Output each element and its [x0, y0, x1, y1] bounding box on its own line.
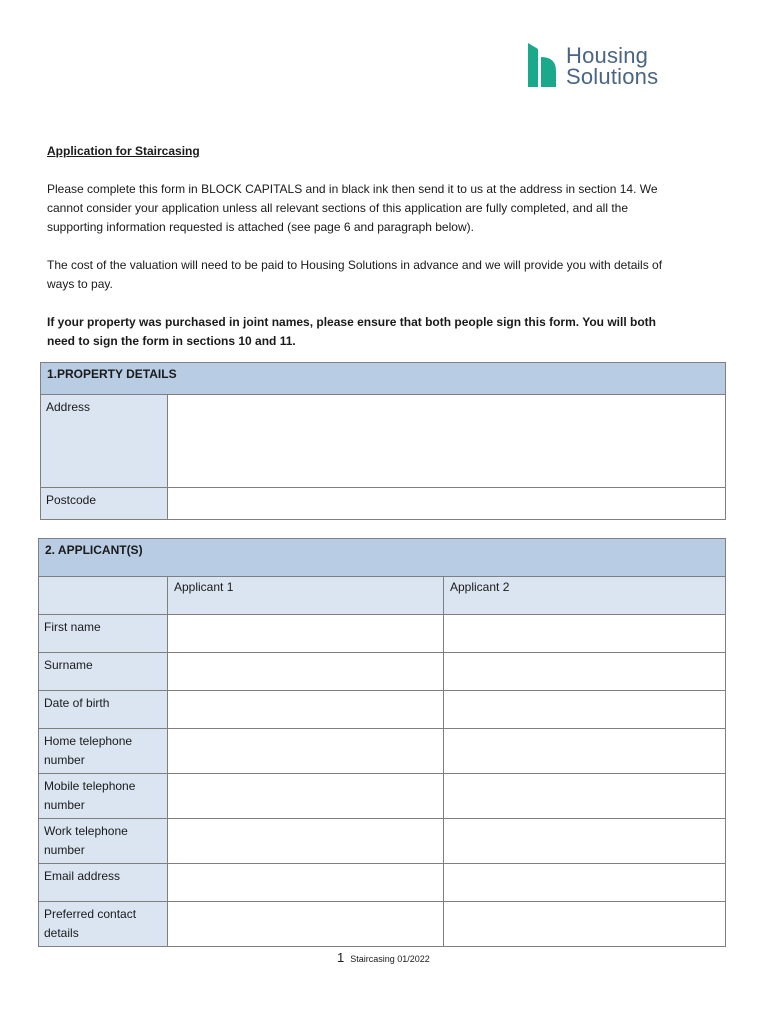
- applicant-1-header: Applicant 1: [168, 577, 444, 615]
- brand-name-line1: Housing: [566, 43, 649, 68]
- applicant-1-surname-field[interactable]: [168, 653, 444, 691]
- brand-name: [566, 45, 658, 87]
- document-reference: Staircasing 01/2022: [350, 954, 430, 964]
- postcode-label: Postcode: [41, 488, 168, 520]
- work-telephone-label: Work telephone number: [39, 819, 168, 864]
- applicant-1-home-telephone-field[interactable]: [168, 729, 444, 774]
- applicant-1-preferred-contact-field[interactable]: [168, 902, 444, 947]
- applicants-table: [38, 538, 726, 947]
- applicants-heading: 2. APPLICANT(S): [39, 539, 726, 577]
- applicants-corner-cell: [39, 577, 168, 615]
- postcode-field[interactable]: [168, 488, 726, 520]
- applicant-2-header: Applicant 2: [444, 577, 726, 615]
- mobile-telephone-label: Mobile telephone number: [39, 774, 168, 819]
- address-field[interactable]: [168, 395, 726, 488]
- applicant-1-email-field[interactable]: [168, 864, 444, 902]
- property-details-table: [40, 362, 726, 520]
- address-label: Address: [41, 395, 168, 488]
- valuation-paragraph: The cost of the valuation will need to be paid to Housing Solutions in advance and we will provide you with details of ways to pay.: [47, 258, 663, 291]
- applicant-2-email-field[interactable]: [444, 864, 726, 902]
- surname-label: Surname: [39, 653, 168, 691]
- email-address-label: Email address: [39, 864, 168, 902]
- page-title: Application for Staircasing: [47, 144, 200, 158]
- intro-paragraph: Please complete this form in BLOCK CAPITALS and in black ink then send it to us at the address in section 14. We cannot consider your application unless all relevant sections of this application are fully completed, and all the supporting information requested is attached (see page 6 and paragraph below).: [47, 182, 658, 234]
- applicant-2-home-telephone-field[interactable]: [444, 729, 726, 774]
- applicant-2-first-name-field[interactable]: [444, 615, 726, 653]
- home-telephone-label: Home telephone number: [39, 729, 168, 774]
- applicant-2-preferred-contact-field[interactable]: [444, 902, 726, 947]
- applicant-1-first-name-field[interactable]: [168, 615, 444, 653]
- applicant-2-mobile-telephone-field[interactable]: [444, 774, 726, 819]
- preferred-contact-label: Preferred contact details: [39, 902, 168, 947]
- property-details-heading: 1.PROPERTY DETAILS: [41, 363, 726, 395]
- housing-solutions-logo-icon: [527, 43, 557, 87]
- applicant-2-surname-field[interactable]: [444, 653, 726, 691]
- brand-name-line2: Solutions: [566, 64, 659, 89]
- first-name-label: First name: [39, 615, 168, 653]
- applicant-1-work-telephone-field[interactable]: [168, 819, 444, 864]
- page-number: 1: [337, 950, 345, 965]
- joint-names-paragraph: If your property was purchased in joint names, please ensure that both people sign this form. You will both need to sign the form in sections 10 and 11.: [47, 315, 656, 348]
- brand-logo: [527, 43, 658, 87]
- applicant-2-dob-field[interactable]: [444, 691, 726, 729]
- page-footer: [337, 950, 430, 965]
- applicant-2-work-telephone-field[interactable]: [444, 819, 726, 864]
- applicant-1-dob-field[interactable]: [168, 691, 444, 729]
- applicant-1-mobile-telephone-field[interactable]: [168, 774, 444, 819]
- date-of-birth-label: Date of birth: [39, 691, 168, 729]
